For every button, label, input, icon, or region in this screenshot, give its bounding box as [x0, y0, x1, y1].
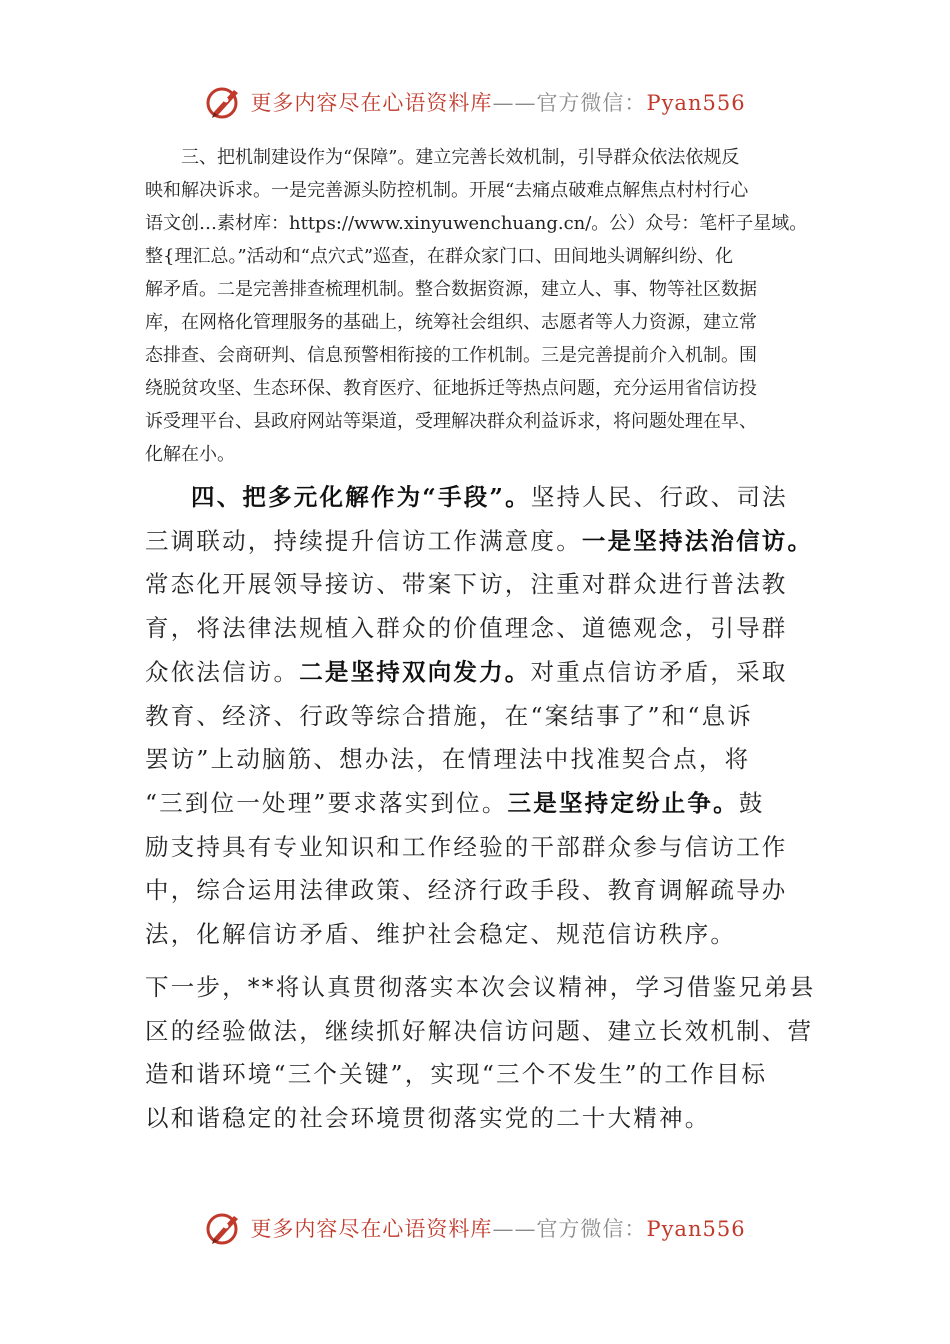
- point-heading: 一是坚持法治信访。: [581, 526, 814, 555]
- text-line: 区的经验做法，继续抓好解决信访问题、建立长效机制、营: [145, 1016, 814, 1045]
- text-line: 映和解决诉求。一是完善源头防控机制。开展“去痛点破难点解焦点村村行心: [145, 180, 749, 201]
- text-line: 诉受理平台、县政府网站等渠道，受理解决群众利益诉求，将问题处理在早、: [145, 411, 757, 432]
- text-line: 三、把机制建设作为“保障”。建立完善长效机制，引导群众依法依规反: [181, 147, 740, 168]
- text-line: 绕脱贫攻坚、生态环保、教育医疗、征地拆迁等热点问题，充分运用省信访投: [145, 378, 757, 399]
- text-line: 三调联动，持续提升信访工作满意度。一是坚持法治信访。: [145, 526, 814, 555]
- header-watermark: [0, 80, 950, 124]
- text-line: 众依法信访。二是坚持双向发力。对重点信访矛盾，采取: [145, 657, 788, 686]
- text-line: 法，化解信访矛盾、维护社会稳定、规范信访秩序。: [145, 920, 737, 949]
- text-line: “三到位一处理”要求落实到位。三是坚持定纷止争。鼓: [145, 788, 765, 817]
- section-heading: 四、把多元化解作为“手段”。: [191, 483, 531, 511]
- footer-watermark: [0, 1206, 950, 1250]
- text-line: 造和谐环境“三个关键”，实现“三个不发生”的工作目标: [145, 1060, 768, 1089]
- text-line: 四、把多元化解作为“手段”。坚持人民、行政、司法: [191, 483, 788, 511]
- text-line: 以和谐稳定的社会环境贯彻落实党的二十大精神。: [145, 1104, 711, 1133]
- paragraph-mechanism: [145, 141, 809, 471]
- watermark-text: 更多内容尽在心语资料库——官方微信：Pyan556: [250, 91, 746, 115]
- text-line: 励支持具有专业知识和工作经验的干部群众参与信访工作: [145, 832, 788, 861]
- text-line: 育，将法律法规植入群众的价值理念、道德观念，引导群: [145, 614, 788, 643]
- text-line: 库，在网格化管理服务的基础上，统筹社会组织、志愿者等人力资源，建立常: [145, 312, 757, 333]
- text-line: 下一步，**将认真贯彻落实本次会议精神，学习借鉴兄弟县: [145, 973, 816, 1001]
- text-line: 常态化开展领导接访、带案下访，注重对群众进行普法教: [145, 570, 788, 599]
- text-line: 解矛盾。二是完善排查梳理机制。整合数据资源，建立人、事、物等社区数据: [145, 279, 757, 300]
- text-line: 语文创…素材库：https://www.xinyuwenchuang.cn/。公）众号：笔杆子星域。: [145, 213, 808, 234]
- watermark-text: 更多内容尽在心语资料库——官方微信：Pyan556: [250, 1217, 746, 1241]
- point-heading: 二是坚持双向发力。: [299, 657, 531, 686]
- text-line: 罢访”上动脑筋、想办法，在情理法中找准契合点，将: [145, 745, 751, 774]
- text-line: 态排查、会商研判、信息预警相衔接的工作机制。三是完善提前介入机制。围: [145, 345, 757, 366]
- pen-logo-icon: [204, 1208, 244, 1248]
- text-line: 中，综合运用法律政策、经济行政手段、教育调解疏导办: [145, 876, 788, 905]
- paragraph-next-steps: [145, 966, 816, 1141]
- text-line: 整{理汇总。”活动和“点穴式”巡查，在群众家门口、田间地头调解纠纷、化: [145, 246, 734, 267]
- text-line: 教育、经济、行政等综合措施，在“案结事了”和“息诉: [145, 701, 754, 730]
- point-heading: 三是坚持定纷止争。: [507, 788, 739, 817]
- paragraph-diversified-resolution: [145, 476, 814, 957]
- pen-logo-icon: [204, 82, 244, 122]
- text-line: 化解在小。: [145, 444, 235, 465]
